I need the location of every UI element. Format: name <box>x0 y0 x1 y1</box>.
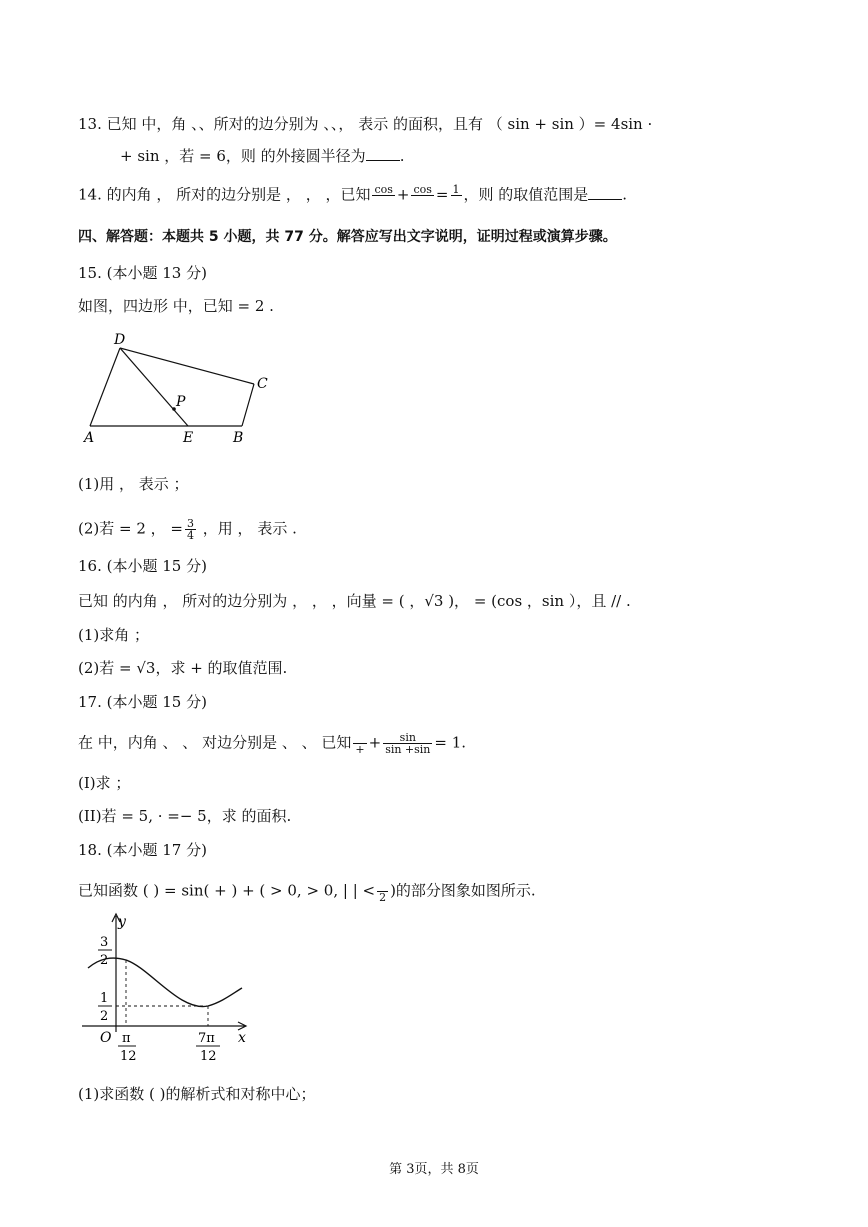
ytick-3-2-num: 3 <box>100 935 109 950</box>
q17-frac2: $\frac{\sin}{\sin +\sin}$ <box>385 731 431 756</box>
function-graph <box>80 912 260 1072</box>
q17-frac1: + <box>353 732 366 755</box>
label-B: B <box>233 430 244 446</box>
answer-blank <box>588 185 622 200</box>
q16-header: 16. (本小题 15 分) <box>78 557 207 575</box>
label-A: A <box>84 430 95 446</box>
q15-part2: (2)若 = 2 ， = $\frac{3}{4}$ ，用 ， 表示 . <box>78 517 297 542</box>
label-C: C <box>257 376 268 392</box>
axis-y-label: y <box>118 914 126 930</box>
section-heading: 四、解答题：本题共 5 小题，共 77 分。解答应写出文字说明，证明过程或演算步骤。 <box>78 229 617 245</box>
label-E: E <box>183 430 194 446</box>
q13-line1: 13. 已知 中，角 、、所对的边分别为 、、， 表示 的面积，且有 （ sin + sin ）= 4sin · <box>78 115 653 133</box>
q17-stem: 在 中，内角 、 、 对边分别是 、 、 已知 + + $\frac{\sin}{\sin +\sin}$ = 1. <box>78 731 467 756</box>
q18-part1: (1)求函数 ( )的解析式和对称中心； <box>78 1085 316 1103</box>
q18-header: 18. (本小题 17 分) <box>78 841 207 859</box>
axis-x-label: x <box>238 1030 246 1046</box>
q16-stem: 已知 的内角 ， 所对的边分别为 ， ， ，向量 = ( ，√3 )， = (cos ，sin ），且 // . <box>78 592 631 610</box>
q17-part2: (II)若 = 5, · =− 5，求 的面积. <box>78 807 292 825</box>
q16-part2: (2)若 = √3，求 + 的取值范围. <box>78 659 288 677</box>
page-footer: 第 3页，共 8页 <box>389 1162 479 1177</box>
label-P: P <box>176 394 186 410</box>
q15-stem: 如图，四边形 中，已知 = 2 . <box>78 297 274 315</box>
q13-line2: + sin ，若 = 6，则 的外接圆半径为 . <box>120 147 405 165</box>
label-D: D <box>114 332 126 348</box>
q18-frac: 2 <box>377 880 388 903</box>
q15-frac: $\frac{3}{4}$ <box>187 517 195 542</box>
xtick-7pi-12-den: 12 <box>200 1049 217 1064</box>
ytick-3-2-den: 2 <box>100 953 109 968</box>
q17-header: 17. (本小题 15 分) <box>78 693 207 711</box>
q14-frac2: cos <box>413 183 432 196</box>
q17-part1: (I)求 ； <box>78 774 131 792</box>
q16-part1: (1)求角 ； <box>78 626 150 644</box>
q14-line: 14. 的内角 ， 所对的边分别是 ， ， ，已知 cos + cos = 1 ，则 的取值范围是 . <box>78 184 627 207</box>
q14-frac1: cos <box>374 183 393 196</box>
xtick-pi-12-den: 12 <box>120 1049 137 1064</box>
q15-header: 15. (本小题 13 分) <box>78 264 207 282</box>
xtick-7pi-12-num: 7π <box>198 1031 215 1046</box>
q14-frac3: 1 <box>452 183 460 196</box>
origin-label: O <box>100 1030 112 1046</box>
q18-stem: 已知函数 ( ) = sin( + ) + ( > 0, > 0, | | < 2 )的部分图象如图所示. <box>78 881 536 904</box>
quadrilateral-figure <box>80 328 280 450</box>
ytick-1-2-den: 2 <box>100 1009 109 1024</box>
ytick-1-2-num: 1 <box>100 991 109 1006</box>
answer-blank <box>366 146 400 161</box>
xtick-pi-12-num: π <box>122 1031 131 1046</box>
q15-part1: (1)用 ， 表示 ； <box>78 475 189 493</box>
